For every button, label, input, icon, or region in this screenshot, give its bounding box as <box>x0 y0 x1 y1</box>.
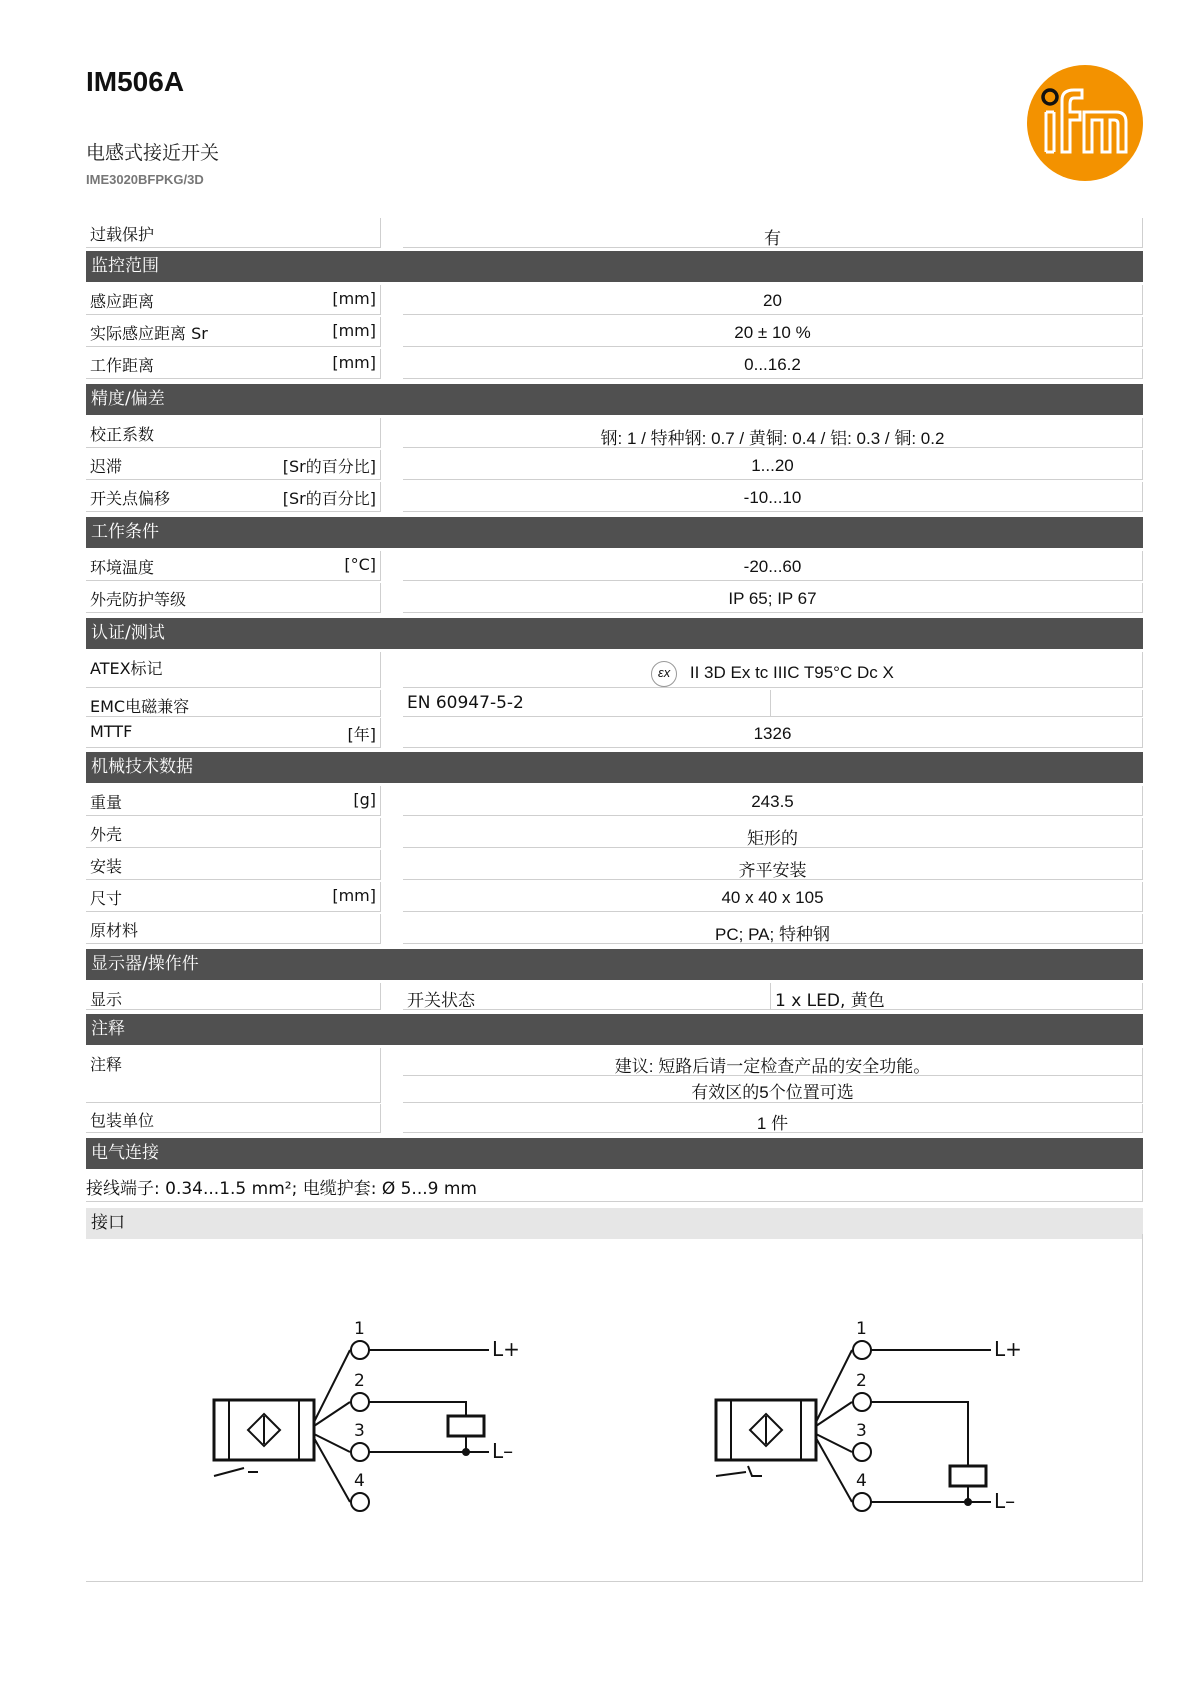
remark-line-2: 有效区的5个位置可选 <box>691 1083 854 1102</box>
section-electrical: 电气连接 <box>86 1138 1143 1169</box>
section-approvals: 认证/测试 <box>86 618 1143 649</box>
ex-icon: εx <box>651 661 677 687</box>
table-row <box>86 850 1143 880</box>
table-row <box>86 551 1143 581</box>
row-remarks <box>86 1048 1143 1103</box>
row-label: 校正系数 <box>90 425 155 444</box>
row-label: 包装单位 <box>90 1111 155 1130</box>
row-unit: [Sr的百分比] <box>282 457 376 476</box>
wiring-diagram-area <box>86 1234 1143 1582</box>
row-value: IP 65; IP 67 <box>728 589 817 608</box>
wiring-diagram-nc-labels <box>354 1319 520 1491</box>
row-display <box>86 983 1143 1010</box>
section-interface: 接口 <box>86 1208 1143 1239</box>
row-unit: [°C] <box>344 555 376 574</box>
row-electrical <box>86 1170 1143 1202</box>
section-remarks: 注释 <box>86 1014 1143 1045</box>
emc-value: EN 60947-5-2 <box>407 693 524 713</box>
table-row <box>86 914 1143 944</box>
row-value: 20 ± 10 % <box>734 323 811 342</box>
wiring-diagram-nc <box>214 1341 489 1511</box>
pin-label: 3 <box>354 1421 365 1441</box>
row-value: 矩形的 <box>747 829 798 848</box>
row-label: 迟滞 <box>90 457 123 476</box>
table-row <box>86 349 1143 379</box>
row-label: 尺寸 <box>90 889 123 908</box>
lplus-label: L+ <box>994 1337 1022 1361</box>
row-mttf <box>86 718 1143 748</box>
label-overload: 过载保护 <box>90 225 155 244</box>
row-label: 环境温度 <box>90 558 155 577</box>
lminus-label: L– <box>492 1439 514 1463</box>
row-label: EMC电磁兼容 <box>90 697 190 716</box>
row-label: 开关点偏移 <box>90 489 171 508</box>
lminus-label: L– <box>994 1489 1016 1513</box>
display-state: 开关状态 <box>407 991 475 1011</box>
row-label: 显示 <box>90 990 123 1009</box>
row-label: 重量 <box>90 793 123 812</box>
product-subtitle: 电感式接近开关 <box>86 142 220 164</box>
table-row <box>86 317 1143 347</box>
row-unit: [mm] <box>332 289 376 308</box>
table-row <box>86 285 1143 315</box>
wiring-diagram-no-labels <box>856 1319 1022 1513</box>
row-atex <box>86 652 1143 688</box>
row-label: 安装 <box>90 857 123 876</box>
row-pack <box>86 1104 1143 1133</box>
section-monitoring: 监控范围 <box>86 251 1143 282</box>
row-label: 原材料 <box>90 921 139 940</box>
pin-label: 1 <box>354 1319 365 1339</box>
row-label: 感应距离 <box>90 292 155 311</box>
row-label: 工作距离 <box>90 356 155 375</box>
pin-label: 4 <box>856 1471 867 1491</box>
row-value: 钢: 1 / 特种钢: 0.7 / 黄铜: 0.4 / 铝: 0.3 / 铜: 0.2 <box>600 429 945 448</box>
row-unit: [mm] <box>332 886 376 905</box>
row-overload <box>86 218 1143 248</box>
pin-label: 4 <box>354 1471 365 1491</box>
row-label: ATEX标记 <box>90 659 163 678</box>
wiring-diagram-no <box>716 1341 991 1511</box>
row-unit: [mm] <box>332 353 376 372</box>
row-value: 20 <box>763 291 782 310</box>
table-row <box>86 583 1143 613</box>
row-value: 40 x 40 x 105 <box>721 888 824 907</box>
electrical-text: 接线端子: 0.34...1.5 mm²; 电缆护套: Ø 5...9 mm <box>86 1179 477 1199</box>
wiring-diagrams <box>86 1234 1143 1582</box>
table-row <box>86 418 1143 448</box>
value-overload: 有 <box>764 229 781 248</box>
row-value: 1 件 <box>756 1114 789 1133</box>
table-row <box>86 482 1143 512</box>
row-emc <box>86 690 1143 717</box>
pin-label: 3 <box>856 1421 867 1441</box>
row-label: 注释 <box>90 1055 123 1074</box>
row-value: -10...10 <box>743 488 802 507</box>
row-label: 实际感应距离 Sr <box>90 324 208 343</box>
pin-label: 2 <box>856 1371 867 1391</box>
row-label: 外壳 <box>90 825 123 844</box>
product-title: IM506A <box>86 66 185 97</box>
row-label: MTTF <box>90 722 133 741</box>
row-value: 齐平安装 <box>738 861 807 880</box>
row-value: 1326 <box>753 724 792 743</box>
row-unit: [g] <box>353 790 376 809</box>
row-value: PC; PA; 特种钢 <box>715 925 830 944</box>
row-value: 1...20 <box>751 456 794 475</box>
table-row <box>86 786 1143 816</box>
lplus-label: L+ <box>492 1337 520 1361</box>
remark-line-1: 建议: 短路后请一定检查产品的安全功能。 <box>614 1057 931 1076</box>
pin-label: 2 <box>354 1371 365 1391</box>
table-row <box>86 882 1143 912</box>
section-accuracy: 精度/偏差 <box>86 384 1143 415</box>
svg-text:ifm: ifm <box>1026 64 1028 65</box>
row-unit: [mm] <box>332 321 376 340</box>
row-unit: [年] <box>347 725 376 744</box>
section-display: 显示器/操作件 <box>86 949 1143 980</box>
row-value: 243.5 <box>751 792 794 811</box>
product-code: IME3020BFPKG/3D <box>86 172 204 187</box>
atex-value: II 3D Ex tc IIIC T95°C Dc X <box>689 663 894 683</box>
display-value: 1 x LED, 黄色 <box>775 991 885 1011</box>
section-operating: 工作条件 <box>86 517 1143 548</box>
table-row <box>86 450 1143 480</box>
row-value: -20...60 <box>743 557 802 576</box>
section-mechanical: 机械技术数据 <box>86 752 1143 783</box>
row-label: 外壳防护等级 <box>90 590 187 609</box>
row-value: 0...16.2 <box>744 355 801 374</box>
row-unit: [Sr的百分比] <box>282 489 376 508</box>
table-row <box>86 818 1143 848</box>
ifm-logo <box>1026 64 1144 182</box>
pin-label: 1 <box>856 1319 867 1339</box>
